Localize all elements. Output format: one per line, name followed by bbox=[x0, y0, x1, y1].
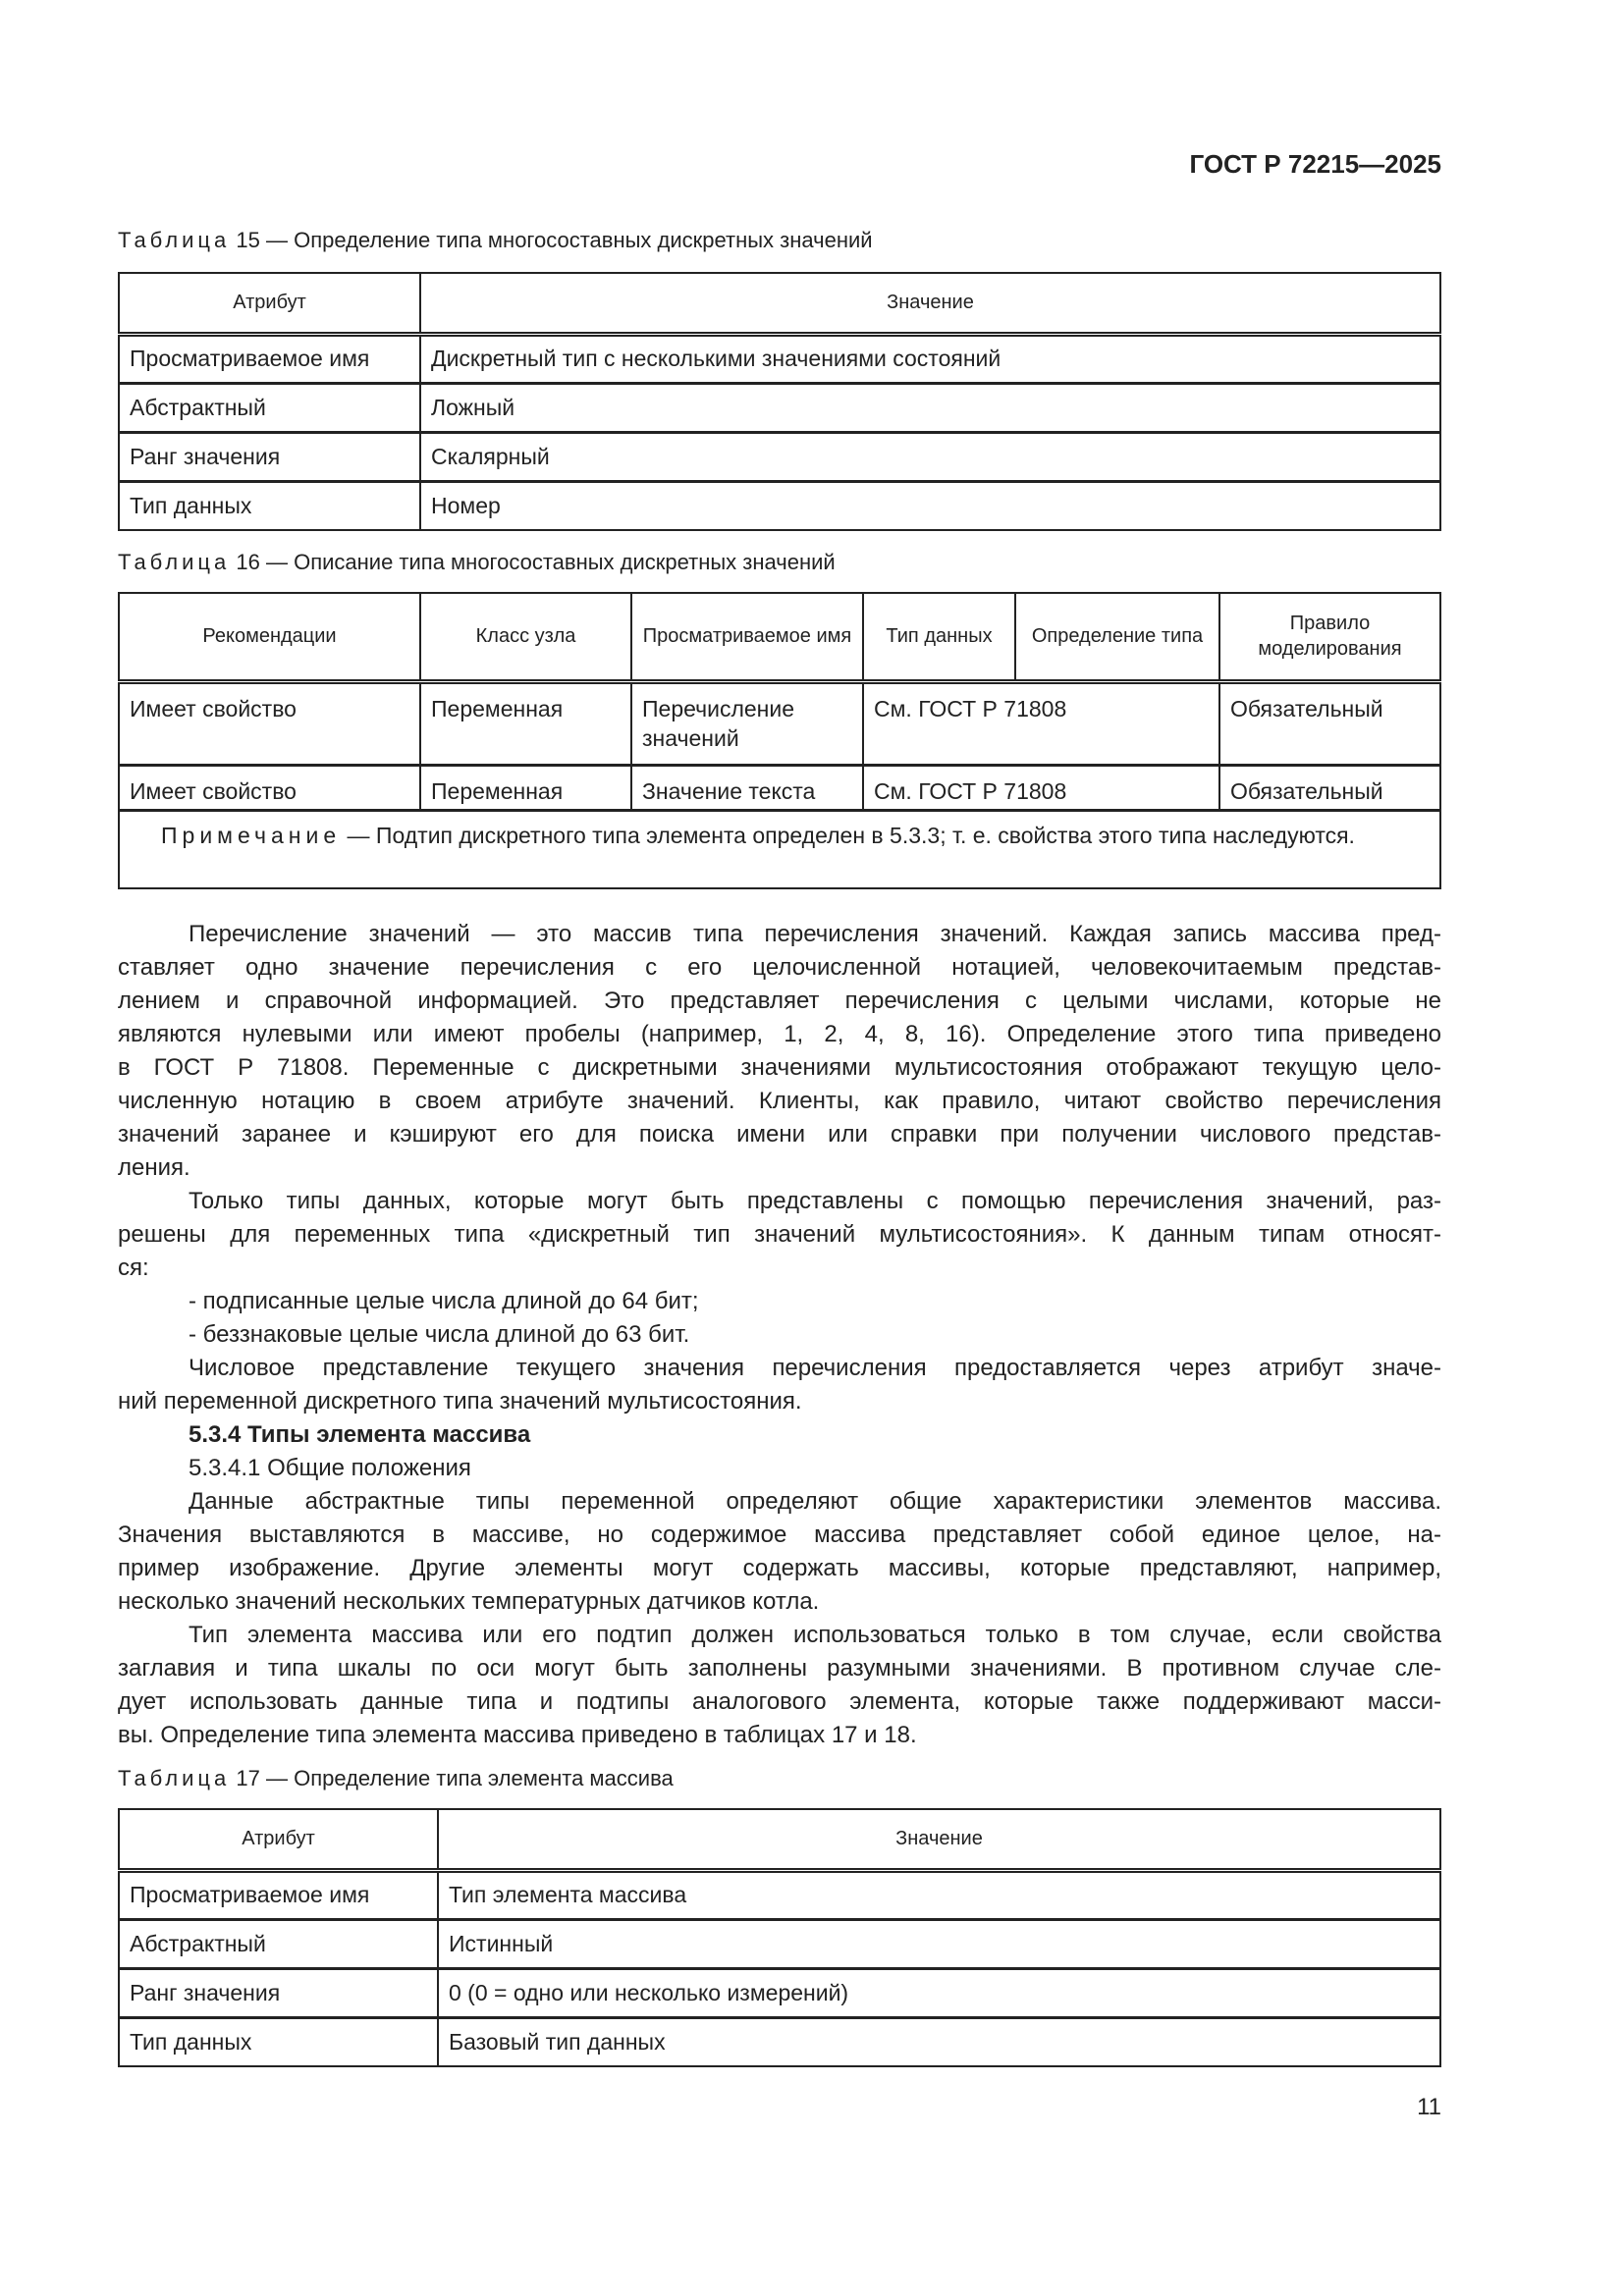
text-line: 5.3.4.1 Общие положения bbox=[189, 1455, 471, 1481]
cell: Переменная bbox=[420, 765, 631, 810]
text-line: ся: bbox=[118, 1255, 149, 1281]
cell: Тип элемента массива bbox=[438, 1870, 1440, 1919]
cell: 0 (0 = одно или несколько измерений) bbox=[438, 1968, 1440, 2017]
cell: Номер bbox=[420, 481, 1440, 530]
text-line: в ГОСТ Р 71808. Переменные с дискретными значениями мультисостояния отображают текущую цело- bbox=[118, 1054, 1441, 1081]
table-16-caption bbox=[118, 550, 836, 575]
cell: См. ГОСТ Р 71808 bbox=[863, 681, 1219, 765]
paragraph bbox=[118, 1185, 1441, 1285]
cell: Тип данных bbox=[119, 2017, 438, 2066]
text-line: - подписанные целые числа длиной до 64 бит; bbox=[189, 1288, 699, 1314]
header-cell: Определение типа bbox=[1015, 593, 1219, 681]
table-17-caption bbox=[118, 1766, 674, 1791]
text-line: - беззнаковые целые числа длиной до 63 бит. bbox=[189, 1321, 690, 1348]
cell: См. ГОСТ Р 71808 bbox=[863, 765, 1219, 810]
text-line: значений заранее и кэшируют его для поиска имени или справки при получении числового представ- bbox=[118, 1121, 1441, 1148]
table-17 bbox=[118, 1808, 1441, 2067]
cell: Базовый тип данных bbox=[438, 2017, 1440, 2066]
paragraph bbox=[118, 1619, 1441, 1752]
header-cell: Рекомендации bbox=[119, 593, 420, 681]
text-line: Только типы данных, которые могут быть представлены с помощью перечисления значений, раз- bbox=[189, 1188, 1441, 1214]
caption-label: Таблица bbox=[118, 1766, 231, 1790]
table-15-caption bbox=[118, 228, 873, 253]
table-row bbox=[119, 765, 1440, 810]
table-row bbox=[119, 1968, 1440, 2017]
note-label: Примечание bbox=[161, 822, 342, 848]
header-cell: Значение bbox=[420, 273, 1440, 334]
section-heading bbox=[118, 1418, 1441, 1452]
cell: Имеет свойство bbox=[119, 765, 420, 810]
cell: Ранг значения bbox=[119, 1968, 438, 2017]
cell: Обязательный bbox=[1219, 765, 1440, 810]
text-line: Данные абстрактные типы переменной определяют общие характеристики элементов массива. bbox=[189, 1488, 1441, 1515]
text-line: Тип элемента массива или его подтип должен использоваться только в том случае, если свойства bbox=[189, 1622, 1441, 1648]
text-line: пример изображение. Другие элементы могут содержать массивы, которые представляют, например, bbox=[118, 1555, 1441, 1581]
text-line: ставляет одно значение перечисления с его целочисленной нотацией, человекочитаемым представ- bbox=[118, 954, 1441, 981]
text-line: 5.3.4 Типы элемента массива bbox=[189, 1421, 531, 1448]
table-row bbox=[119, 681, 1440, 765]
text-line: ления. bbox=[118, 1154, 190, 1181]
text-line: несколько значений нескольких температурных датчиков котла. bbox=[118, 1588, 820, 1615]
text-line: Числовое представление текущего значения перечисления предоставляется через атрибут значе- bbox=[189, 1355, 1441, 1381]
header-cell: Просматриваемое имя bbox=[631, 593, 863, 681]
caption-text: 15 — Определение типа многосоставных дискретных значений bbox=[236, 228, 873, 252]
cell: Дискретный тип с несколькими значениями состояний bbox=[420, 334, 1440, 383]
cell: Просматриваемое имя bbox=[119, 334, 420, 383]
header-cell: Тип данных bbox=[863, 593, 1015, 681]
list-item bbox=[118, 1285, 1441, 1318]
cell: Просматриваемое имя bbox=[119, 1870, 438, 1919]
table-note-row bbox=[119, 810, 1440, 888]
caption-label: Таблица bbox=[118, 228, 231, 252]
text-line: лением и справочной информацией. Это представляет перечисления с целыми числами, которые не bbox=[118, 988, 1441, 1014]
table-row bbox=[119, 334, 1440, 383]
cell: Тип данных bbox=[119, 481, 420, 530]
cell: Перечисление значений bbox=[631, 681, 863, 765]
table-row bbox=[119, 2017, 1440, 2066]
caption-text: 16 — Описание типа многосоставных дискретных значений bbox=[236, 550, 836, 574]
header-cell: Атрибут bbox=[119, 273, 420, 334]
cell: Скалярный bbox=[420, 432, 1440, 481]
cell: Абстрактный bbox=[119, 1919, 438, 1968]
text-line: заглавия и типа шкалы по оси могут быть заполнены разумными значениями. В противном случае сле- bbox=[118, 1655, 1441, 1682]
note-text: — Подтип дискретного типа элемента определен в 5.3.3; т. е. свойства этого типа наследуются. bbox=[347, 822, 1355, 848]
cell: Обязательный bbox=[1219, 681, 1440, 765]
table-row bbox=[119, 383, 1440, 432]
document-header: ГОСТ Р 72215—2025 bbox=[1189, 149, 1441, 179]
header-cell: Атрибут bbox=[119, 1809, 438, 1870]
caption-label: Таблица bbox=[118, 550, 231, 574]
cell: Абстрактный bbox=[119, 383, 420, 432]
text-line: численную нотацию в своем атрибуте значений. Клиенты, как правило, читают свойство перечисления bbox=[118, 1088, 1441, 1114]
header-cell: Правило моделирования bbox=[1219, 593, 1440, 681]
paragraph bbox=[118, 1352, 1441, 1418]
text-line: ний переменной дискретного типа значений мультисостояния. bbox=[118, 1388, 802, 1415]
table-row bbox=[119, 1919, 1440, 1968]
text-line: Значения выставляются в массиве, но содержимое массива представляет собой единое целое, на- bbox=[118, 1522, 1441, 1548]
list-item bbox=[118, 1318, 1441, 1352]
table-row bbox=[119, 481, 1440, 530]
table-row bbox=[119, 1870, 1440, 1919]
page-number: 11 bbox=[1417, 2094, 1441, 2120]
table-15 bbox=[118, 272, 1441, 531]
cell: Ранг значения bbox=[119, 432, 420, 481]
body-text bbox=[118, 918, 1441, 1752]
table-note bbox=[119, 810, 1440, 888]
cell: Ложный bbox=[420, 383, 1440, 432]
table-16 bbox=[118, 592, 1441, 889]
table-row bbox=[119, 432, 1440, 481]
cell: Имеет свойство bbox=[119, 681, 420, 765]
text-line: вы. Определение типа элемента массива приведено в таблицах 17 и 18. bbox=[118, 1722, 917, 1748]
text-line: дует использовать данные типа и подтипы аналогового элемента, которые также поддерживают масси- bbox=[118, 1688, 1441, 1715]
header-cell: Значение bbox=[438, 1809, 1440, 1870]
text-line: являются нулевыми или имеют пробелы (например, 1, 2, 4, 8, 16). Определение этого типа приведено bbox=[118, 1021, 1441, 1047]
header-cell: Класс узла bbox=[420, 593, 631, 681]
caption-text: 17 — Определение типа элемента массива bbox=[236, 1766, 674, 1790]
cell: Переменная bbox=[420, 681, 631, 765]
subsection-heading bbox=[118, 1452, 1441, 1485]
text-line: решены для переменных типа «дискретный тип значений мультисостояния». К данным типам относят- bbox=[118, 1221, 1441, 1248]
text-line: Перечисление значений — это массив типа перечисления значений. Каждая запись массива пред- bbox=[189, 921, 1441, 947]
cell: Значение текста bbox=[631, 765, 863, 810]
cell: Истинный bbox=[438, 1919, 1440, 1968]
paragraph bbox=[118, 918, 1441, 1185]
paragraph bbox=[118, 1485, 1441, 1619]
